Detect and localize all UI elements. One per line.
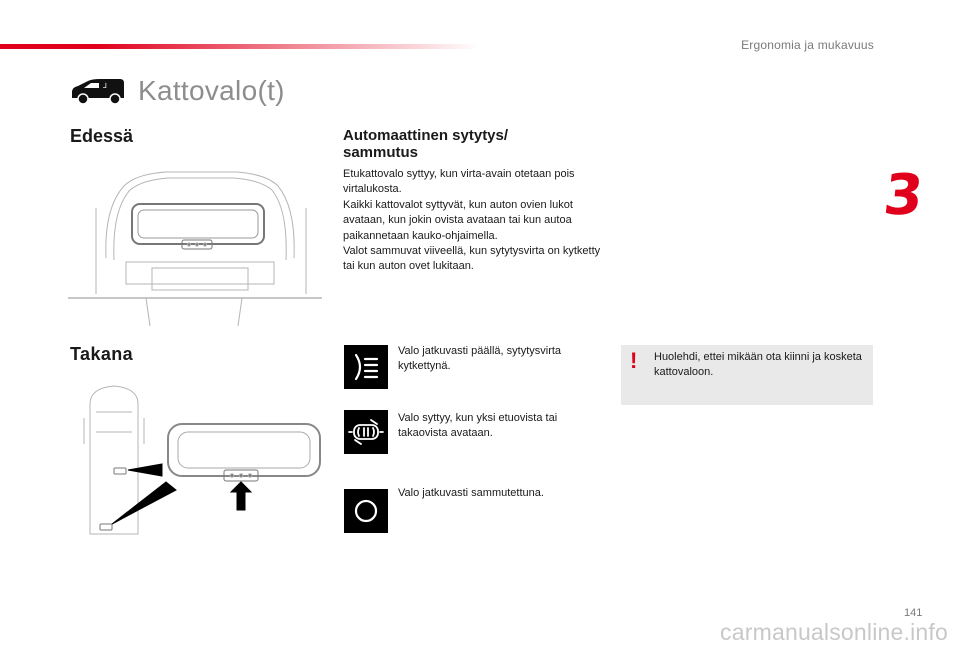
- mode-text-door: Valo syttyy, kun yksi etuovista tai takaovista avataan.: [398, 412, 558, 440]
- svg-text:⅃: ⅃: [103, 82, 107, 90]
- automatic-paragraph-2: Kaikki kattovalot syttyvät, kun auton ovien lukot avataan, kun jokin ovista avataan tai kun autoa paikannetaan kauko-ohjaimella.: [343, 198, 573, 242]
- front-heading: Edessä: [70, 126, 134, 146]
- chapter-number: 3: [880, 163, 927, 228]
- door-light-icon: [344, 410, 388, 454]
- rear-heading: Takana: [70, 344, 134, 364]
- light-off-icon: [344, 489, 388, 533]
- automatic-heading: Automaattinen sytytys/ sammutus: [343, 127, 509, 161]
- watermark: carmanualsonline.info: [720, 619, 948, 645]
- title-row: [70, 75, 285, 107]
- automatic-body: [343, 167, 605, 275]
- van-icon: [70, 76, 126, 106]
- mode-text-on: Valo jatkuvasti päällä, sytytysvirta kytkettynä.: [398, 345, 562, 373]
- warning-note-text: Huolehdi, ettei mikään ota kiinni ja kosketa kattovaloon.: [654, 351, 862, 379]
- front-ceiling-light-figure: [66, 168, 324, 328]
- rear-ceiling-light-figure: [74, 384, 326, 542]
- warning-icon: !: [630, 348, 638, 373]
- section-header: Ergonomia ja mukavuus: [741, 38, 874, 52]
- mode-text-off: Valo jatkuvasti sammutettuna.: [398, 487, 544, 499]
- automatic-paragraph-3: Valot sammuvat viiveellä, kun sytytysvirta on kytketty tai kun auton ovet lukitaan.: [343, 245, 601, 273]
- header-accent-bar: [0, 44, 480, 49]
- automatic-paragraph-1: Etukattovalo syttyy, kun virta-avain otetaan pois virtalukosta.: [343, 168, 575, 196]
- page-title: Kattovalo(t): [138, 75, 285, 106]
- page-number: 141: [904, 607, 923, 619]
- light-on-icon: [344, 345, 388, 389]
